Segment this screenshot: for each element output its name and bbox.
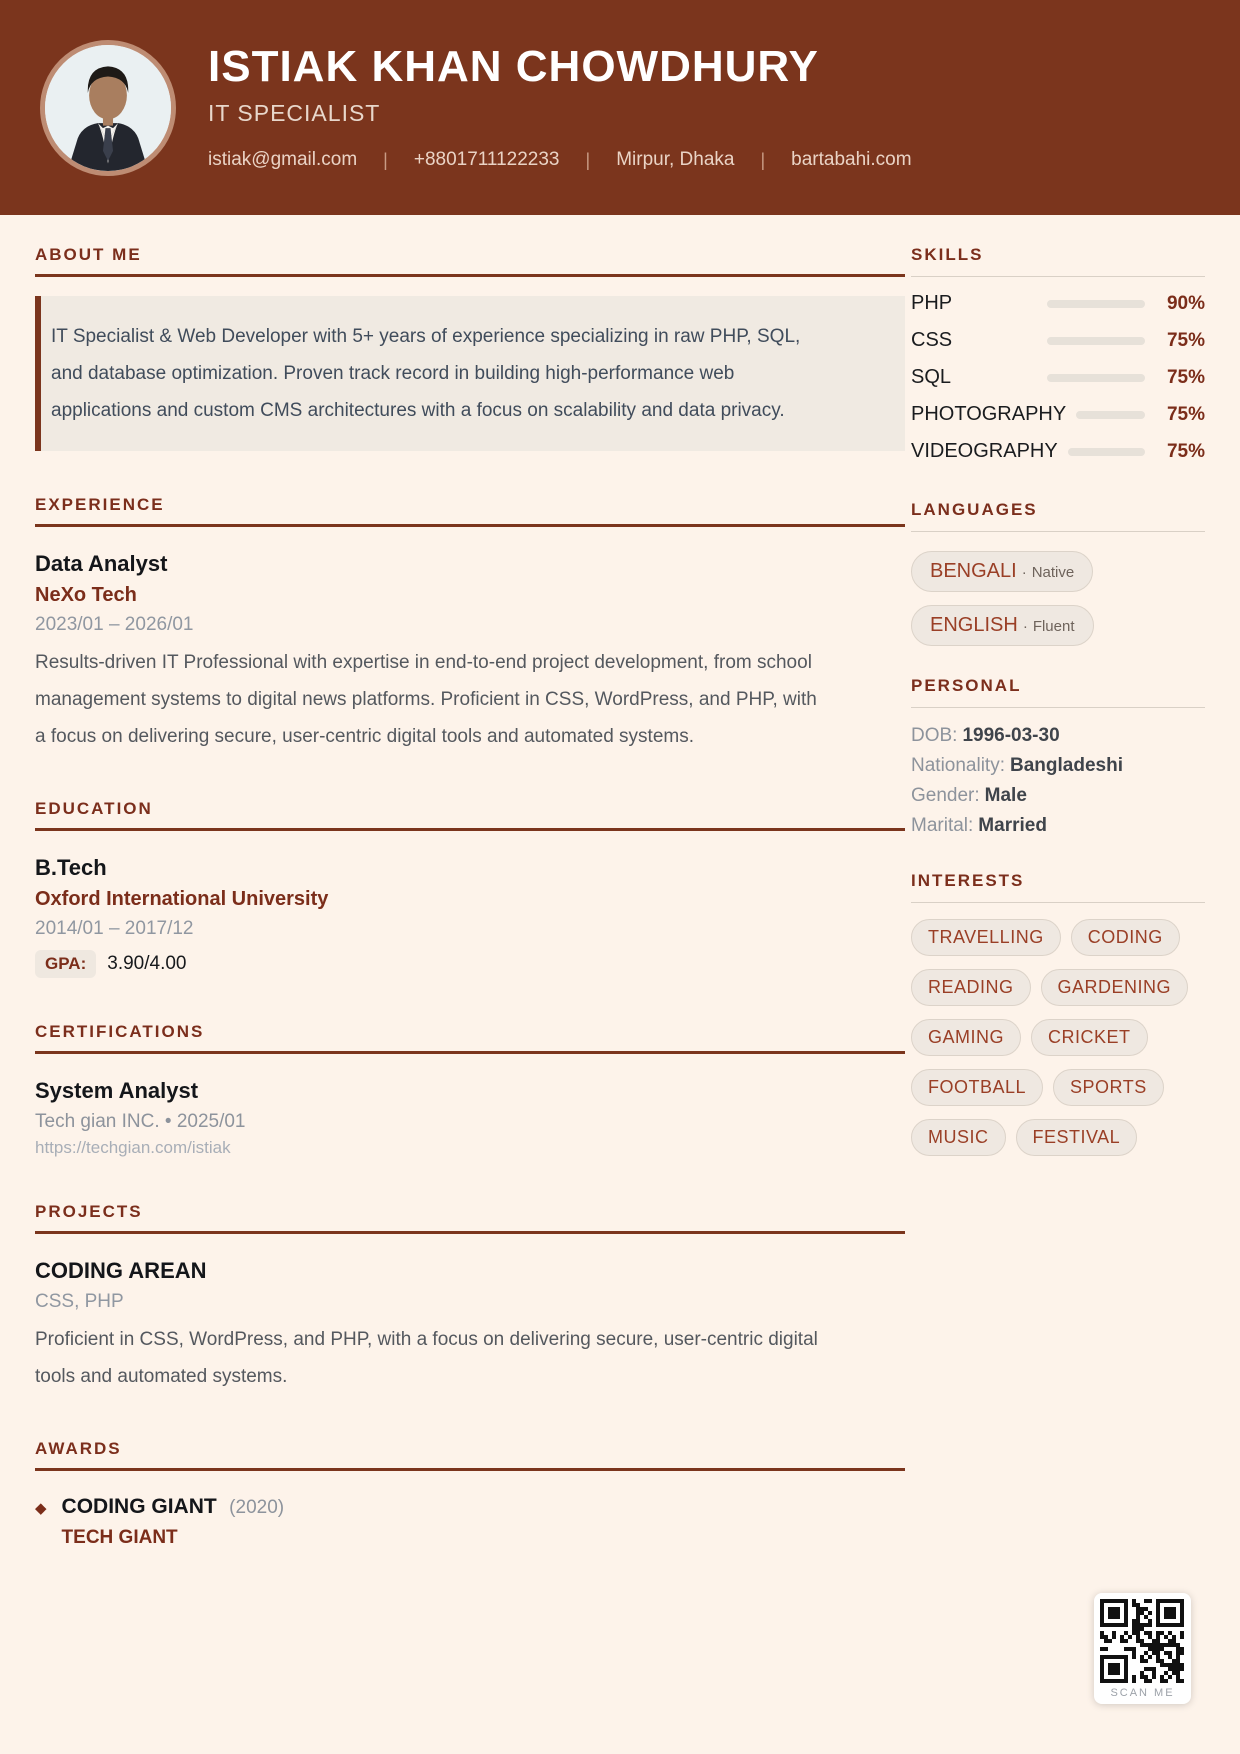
skill-percent: 75% xyxy=(1166,440,1205,462)
skill-row xyxy=(911,359,1205,396)
interest-pill: MUSIC xyxy=(911,1119,1006,1156)
qr-code xyxy=(1100,1599,1184,1683)
personal-value: Male xyxy=(984,785,1027,806)
skill-name: CSS xyxy=(911,329,953,351)
about-text: IT Specialist & Web Developer with 5+ years of experience specializing in raw PHP, SQL, and database optimization. Proven track record in building high-performance web applications and custom CMS architectures with a focus on scalability and data privacy. xyxy=(35,296,905,451)
skill-list xyxy=(911,285,1205,470)
skill-percent: 90% xyxy=(1166,292,1205,314)
diamond-bullet-icon: ◆ xyxy=(35,1500,47,1517)
personal-value: 1996-03-30 xyxy=(962,725,1060,746)
certifications-heading: CERTIFICATIONS xyxy=(35,1022,205,1041)
section-divider xyxy=(35,524,905,527)
section-awards xyxy=(35,1439,905,1549)
qr-label: SCAN ME xyxy=(1110,1687,1175,1699)
certification-title: System Analyst xyxy=(35,1078,199,1103)
sidebar-divider xyxy=(911,531,1205,532)
experience-heading: EXPERIENCE xyxy=(35,495,165,514)
section-projects xyxy=(35,1202,905,1395)
award-body xyxy=(62,1495,285,1549)
interest-pill: FESTIVAL xyxy=(1016,1119,1138,1156)
personal-label: Nationality: xyxy=(911,755,1005,776)
languages-heading: LANGUAGES xyxy=(911,500,1038,519)
skill-progressbar xyxy=(1076,411,1145,419)
interest-pill: TRAVELLING xyxy=(911,919,1061,956)
personal-heading: PERSONAL xyxy=(911,676,1022,695)
skill-percent: 75% xyxy=(1166,403,1205,425)
language-name: ENGLISH xyxy=(930,614,1018,636)
personal-label: DOB: xyxy=(911,725,958,746)
contact-phone[interactable]: +8801711122233 xyxy=(413,149,560,171)
award-org: TECH GIANT xyxy=(61,1527,178,1548)
experience-role: Data Analyst xyxy=(35,551,168,576)
skill-name: VIDEOGRAPHY xyxy=(911,440,1058,462)
award-year: (2020) xyxy=(229,1497,285,1518)
interest-pill: CODING xyxy=(1071,919,1180,956)
experience-item xyxy=(35,551,905,755)
contact-location: Mirpur, Dhaka xyxy=(616,149,735,171)
skill-percent: 75% xyxy=(1166,329,1205,351)
project-tech: CSS, PHP xyxy=(35,1291,124,1312)
gpa-row xyxy=(35,950,905,978)
education-dates: 2014/01 – 2017/12 xyxy=(35,918,194,939)
gpa-value: 3.90/4.00 xyxy=(107,953,187,974)
section-divider xyxy=(35,1231,905,1234)
section-skills xyxy=(911,245,1205,470)
contact-separator: | xyxy=(383,149,388,170)
sidebar-divider xyxy=(911,902,1205,903)
personal-field xyxy=(911,781,1205,811)
section-education xyxy=(35,799,905,978)
education-school: Oxford International University xyxy=(35,888,329,910)
award-title: CODING GIANT xyxy=(61,1495,217,1518)
about-heading: ABOUT ME xyxy=(35,245,142,264)
person-title: IT SPECIALIST xyxy=(208,100,381,127)
award-item xyxy=(35,1495,905,1549)
education-item xyxy=(35,855,905,978)
interest-pill: FOOTBALL xyxy=(911,1069,1043,1106)
language-level: Native xyxy=(1031,564,1075,581)
skill-row xyxy=(911,396,1205,433)
language-separator: · xyxy=(1021,564,1027,581)
skill-name: PHP xyxy=(911,292,953,314)
main-content xyxy=(0,215,1240,1593)
skill-row xyxy=(911,322,1205,359)
person-name: ISTIAK KHAN CHOWDHURY xyxy=(208,41,819,91)
language-level: Fluent xyxy=(1032,618,1075,635)
personal-list xyxy=(911,721,1205,841)
language-separator: · xyxy=(1022,618,1028,635)
skill-row xyxy=(911,285,1205,322)
sidebar-divider xyxy=(911,276,1205,277)
section-divider xyxy=(35,1468,905,1471)
interest-pill: CRICKET xyxy=(1031,1019,1148,1056)
contact-separator: | xyxy=(585,149,591,170)
contact-row xyxy=(208,149,912,171)
section-about xyxy=(35,245,905,451)
skill-row xyxy=(911,433,1205,470)
language-name: BENGALI xyxy=(930,560,1017,582)
projects-heading: PROJECTS xyxy=(35,1202,143,1221)
profile-photo-image xyxy=(45,45,171,171)
education-heading: EDUCATION xyxy=(35,799,153,818)
profile-photo xyxy=(40,40,176,176)
personal-label: Marital: xyxy=(911,815,974,836)
contact-separator: | xyxy=(760,149,766,170)
sidebar-divider xyxy=(911,707,1205,708)
skill-percent: 75% xyxy=(1166,366,1205,388)
section-interests xyxy=(911,871,1205,1156)
section-divider xyxy=(35,274,905,277)
interest-pill: READING xyxy=(911,969,1031,1006)
interest-pill: GARDENING xyxy=(1041,969,1189,1006)
skills-heading: SKILLS xyxy=(911,245,984,264)
gpa-badge: GPA: xyxy=(35,950,96,978)
sidebar xyxy=(911,245,1205,1593)
left-column xyxy=(35,245,905,1593)
skill-progressbar xyxy=(1047,374,1145,382)
language-pill xyxy=(911,551,1093,592)
personal-value: Married xyxy=(978,815,1047,836)
contact-website[interactable]: bartabahi.com xyxy=(791,149,912,171)
language-pill xyxy=(911,605,1094,646)
education-degree: B.Tech xyxy=(35,855,107,880)
personal-field xyxy=(911,811,1205,841)
header-text xyxy=(208,41,912,171)
certification-url[interactable]: https://techgian.com/istiak xyxy=(35,1138,231,1157)
header xyxy=(0,0,1240,215)
project-name: CODING AREAN xyxy=(35,1258,207,1283)
skill-name: PHOTOGRAPHY xyxy=(911,403,1067,425)
experience-description: Results-driven IT Professional with expertise in end-to-end project development, from school management systems to digital news platforms. Proficient in CSS, WordPress, and PHP, with a focus on delivering secure, user-centric digital tools and automated systems. xyxy=(35,652,817,747)
language-list xyxy=(911,538,1205,646)
section-divider xyxy=(35,828,905,831)
skill-progressbar xyxy=(1068,448,1145,456)
project-description: Proficient in CSS, WordPress, and PHP, with a focus on delivering secure, user-centric digital tools and automated systems. xyxy=(35,1329,818,1387)
section-experience xyxy=(35,495,905,755)
skill-name: SQL xyxy=(911,366,952,388)
skill-progressbar xyxy=(1047,337,1145,345)
experience-company: NeXo Tech xyxy=(35,584,137,606)
personal-label: Gender: xyxy=(911,785,980,806)
personal-value: Bangladeshi xyxy=(1010,755,1123,776)
section-certifications xyxy=(35,1022,905,1158)
interest-pill: SPORTS xyxy=(1053,1069,1164,1106)
personal-field xyxy=(911,721,1205,751)
interest-pill: GAMING xyxy=(911,1019,1021,1056)
interests-heading: INTERESTS xyxy=(911,871,1025,890)
skill-progressbar xyxy=(1047,300,1145,308)
certification-item xyxy=(35,1078,905,1158)
section-divider xyxy=(35,1051,905,1054)
contact-email[interactable]: istiak@gmail.com xyxy=(208,149,358,171)
qr-card xyxy=(1094,1593,1191,1704)
personal-field xyxy=(911,751,1205,781)
interest-list xyxy=(911,919,1205,1156)
certification-org-date: Tech gian INC. • 2025/01 xyxy=(35,1111,246,1132)
experience-dates: 2023/01 – 2026/01 xyxy=(35,614,194,635)
project-item xyxy=(35,1258,905,1395)
section-languages xyxy=(911,500,1205,646)
section-personal xyxy=(911,676,1205,841)
awards-heading: AWARDS xyxy=(35,1439,122,1458)
